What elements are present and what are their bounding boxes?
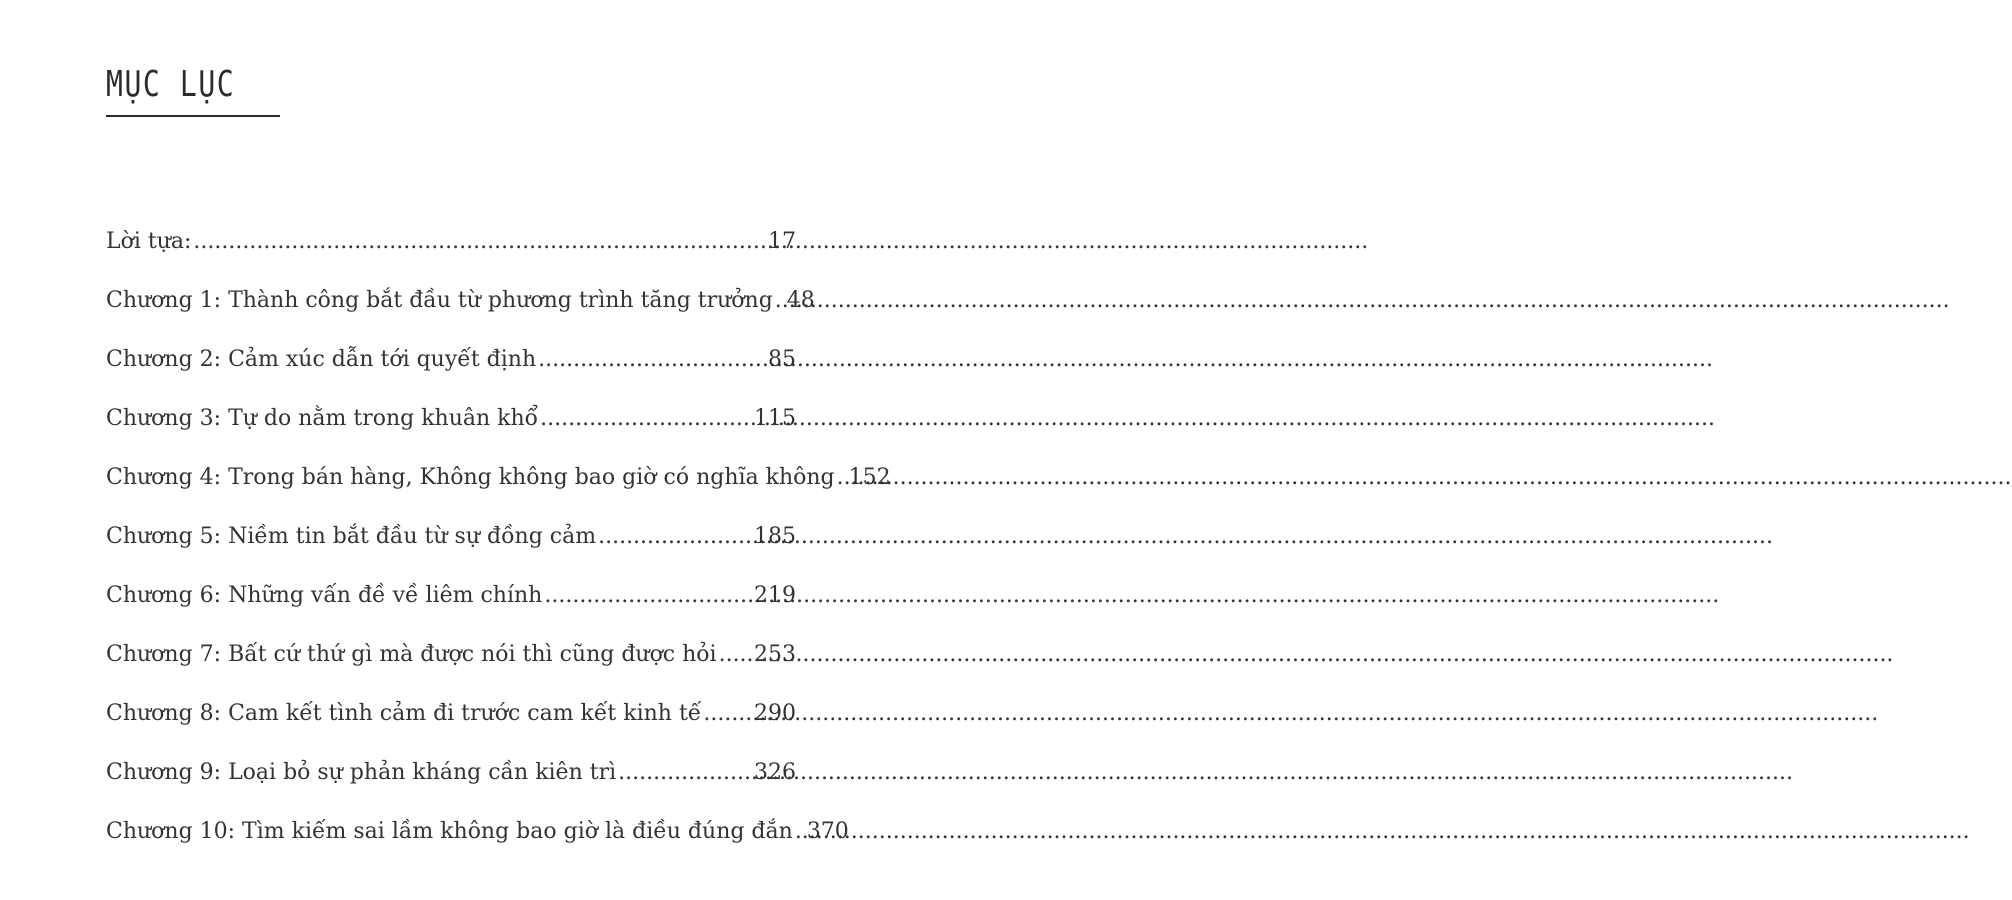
toc-leader-dots [837,456,847,500]
toc-entry [106,220,796,279]
toc-leader-dots [538,338,766,382]
toc-entry-page: 185 [754,524,796,549]
toc-leader-dots [618,751,752,795]
toc-entry-label: Chương 3: Tự do nằm trong khuân khổ [106,406,539,431]
toc-entry [106,338,796,397]
toc-entry [106,574,796,633]
toc-entry-page: 152 [848,465,891,490]
toc-leader-dots [193,220,766,264]
toc-leader-dots [719,633,752,677]
toc-entry-page: 48 [786,288,815,313]
toc-entry-label: Chương 2: Cảm xúc dẫn tới quyết định [106,347,537,372]
table-of-contents [106,220,891,869]
toc-leader-dots [598,515,752,559]
toc-entry-page: 253 [754,642,796,667]
toc-entry [106,515,796,574]
toc-entry-label: Lời tựa: [106,229,192,254]
toc-entry-page: 115 [754,406,796,431]
toc-entry-label: Chương 9: Loại bỏ sự phản kháng cần kiên trì [106,760,617,785]
toc-entry [106,279,815,338]
toc-entry [106,751,796,810]
toc-entry-label: Chương 10: Tìm kiếm sai lầm không bao giờ là điều đúng đắn [106,819,793,844]
title-underline [106,115,280,117]
toc-entry [106,397,796,456]
toc-leader-dots [795,810,805,854]
toc-entry-page: 17 [768,229,796,254]
toc-entry-label: Chương 6: Những vấn đề về liêm chính [106,583,543,608]
toc-entry-page: 219 [754,583,796,608]
document-page [0,0,900,900]
toc-entry [106,810,849,869]
toc-entry [106,633,796,692]
toc-entry-label: Chương 1: Thành công bắt đầu từ phương trình tăng trưởng [106,288,773,313]
toc-entry-label: Chương 7: Bất cứ thứ gì mà được nói thì cũng được hỏi [106,642,717,667]
toc-entry [106,692,796,751]
toc-leader-dots [775,279,785,323]
toc-entry [106,456,891,515]
toc-entry-label: Chương 5: Niềm tin bắt đầu từ sự đồng cảm [106,524,597,549]
toc-entry-label: Chương 4: Trong bán hàng, Không không bao giờ có nghĩa không [106,465,835,490]
toc-leader-dots [540,397,752,441]
toc-entry-page: 290 [754,701,796,726]
toc-entry-page: 370 [806,819,849,844]
toc-entry-page: 326 [754,760,796,785]
toc-entry-label: Chương 8: Cam kết tình cảm đi trước cam kết kinh tế [106,701,702,726]
page-title: MỤC LỤC [106,64,236,105]
toc-leader-dots [703,692,752,736]
toc-entry-page: 85 [768,347,796,372]
toc-leader-dots [544,574,752,618]
